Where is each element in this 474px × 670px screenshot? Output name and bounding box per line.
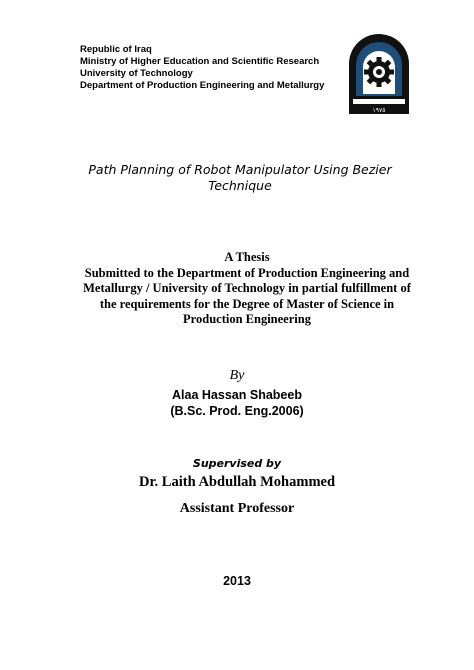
submission-year: 2013 [223, 574, 251, 588]
thesis-statement [60, 250, 434, 328]
header-university: University of Technology [80, 68, 193, 79]
supervisor-rank: Assistant Professor [179, 501, 295, 516]
header-country: Republic of Iraq [80, 44, 152, 55]
thesis-line-4: Production Engineering [183, 312, 311, 326]
thesis-line-3: the requirements for the Degree of Master of Science in [99, 296, 395, 311]
thesis-line-2: Metallurgy / University of Technology in partial fulfillment of [83, 281, 411, 295]
thesis-line-1: Submitted to the Department of Production Engineering and [84, 265, 410, 280]
author-block [0, 387, 474, 419]
institution-header [80, 44, 340, 92]
author-name: Alaa Hassan Shabeeb [172, 388, 302, 402]
title-line-1: Path Planning of Robot Manipulator Using Bezier [88, 162, 392, 177]
header-department: Department of Production Engineering and Metallurgy [80, 80, 325, 91]
thesis-title [40, 162, 440, 194]
thesis-heading: A Thesis [224, 250, 270, 264]
author-degree: (B.Sc. Prod. Eng.2006) [170, 404, 304, 418]
university-seal-icon [345, 34, 413, 120]
by-label: By [229, 368, 245, 383]
supervised-by-label: Supervised by [192, 457, 282, 470]
supervisor-name: Dr. Laith Abdullah Mohammed [138, 474, 336, 490]
header-ministry: Ministry of Higher Education and Scientific Research [80, 56, 320, 67]
title-line-2: Technique [208, 178, 272, 193]
seal-year-text: ١٩٧٥ [372, 107, 386, 114]
